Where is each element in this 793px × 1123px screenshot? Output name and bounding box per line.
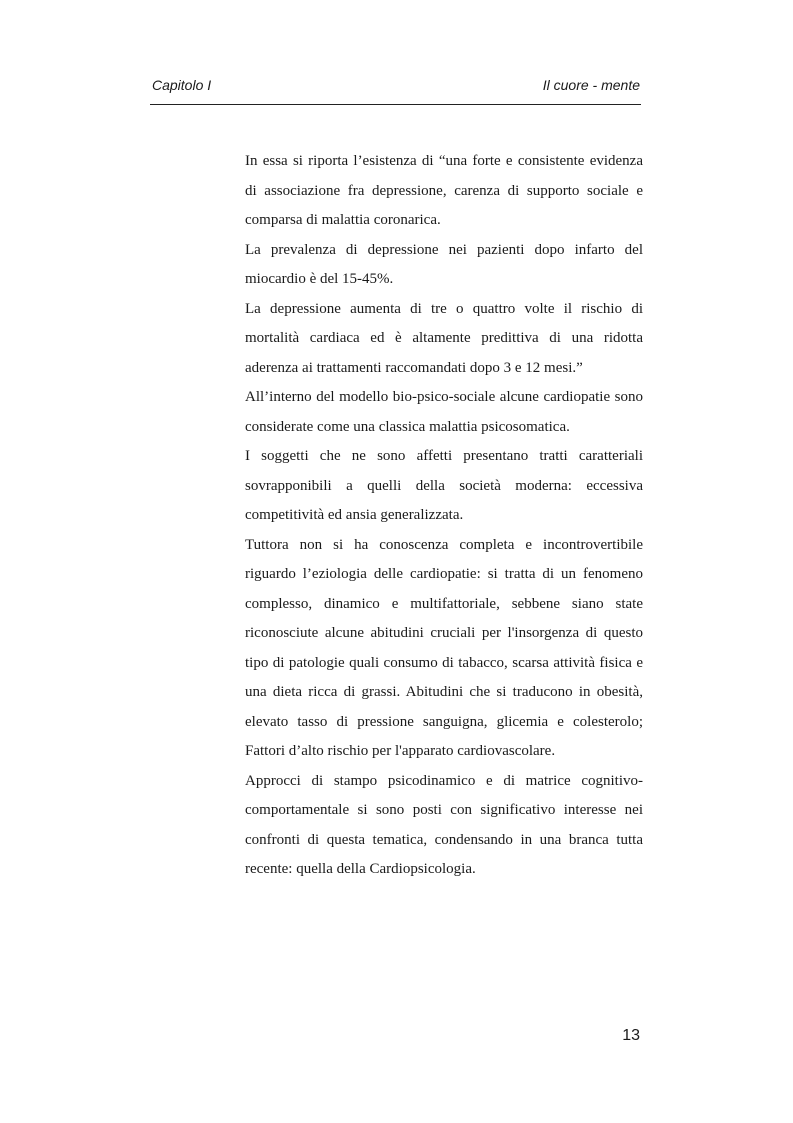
body-text: [245, 147, 643, 885]
chapter-title: Il cuore - mente: [542, 77, 640, 93]
header-divider: [150, 104, 641, 105]
paragraph: In essa si riporta l’esistenza di “una forte e consistente evidenza di associazione fra depressione, carenza di supporto sociale e comparsa di malattia coronarica.: [245, 153, 643, 228]
paragraph: All’interno del modello bio-psico-sociale alcune cardiopatie sono considerate come una classica malattia psicosomatica.: [245, 389, 643, 435]
paragraph: Approcci di stampo psicodinamico e di matrice cognitivo-comportamentale si sono posti con significativo interesse nei confronti di questa tematica, condensando in una branca tutta recente: quella della Cardiopsicologia.: [245, 772, 643, 877]
paragraph: I soggetti che ne sono affetti presentano tratti caratteriali sovrapponibili a quelli della società moderna: eccessiva competitività ed ansia generalizzata.: [245, 448, 643, 523]
paragraph: Tuttora non si ha conoscenza completa e incontrovertibile riguardo l’eziologia delle cardiopatie: si tratta di un fenomeno complesso, dinamico e multifattoriale, sebbene siano state riconosciute alcune abitudini cruciali per l'insorgenza di questo tipo di patologie quali consumo di tabacco, scarsa attività fisica e una dieta ricca di grassi. Abitudini che si traducono in obesità, elevato tasso di pressione sanguigna, glicemia e colesterolo; Fattori d’alto rischio per l'apparato cardiovascolare.: [245, 536, 643, 759]
paragraph: La prevalenza di depressione nei pazienti dopo infarto del miocardio è del 15-45%.: [245, 241, 643, 287]
chapter-label: Capitolo I: [152, 77, 212, 93]
paragraph: La depressione aumenta di tre o quattro volte il rischio di mortalità cardiaca ed è altamente predittiva di una ridotta aderenza ai trattamenti raccomandati dopo 3 e 12 mesi.”: [245, 300, 643, 376]
page-number: 13: [622, 1027, 640, 1044]
